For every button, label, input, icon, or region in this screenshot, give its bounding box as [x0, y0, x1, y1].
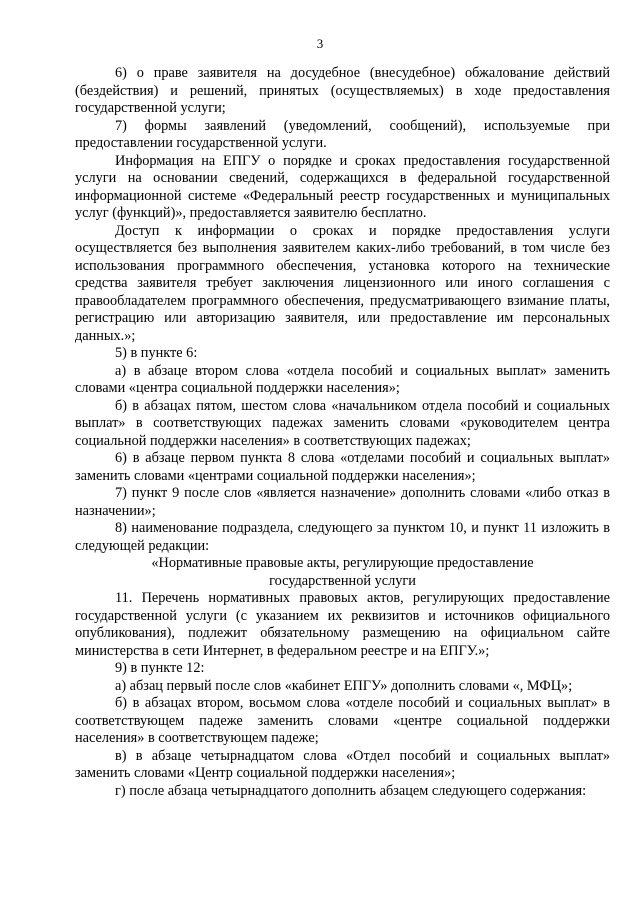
paragraph-item-9b: б) в абзацах втором, восьмом слова «отделе пособий и социальных выплат» в соответствующем падеже заменить словами «центре социальной поддержки населения» в соответствующем падеже; [75, 695, 610, 746]
paragraph-item-9v: в) в абзаце четырнадцатом слова «Отдел пособий и социальных выплат» заменить словами «Центр социальной поддержки населения»; [75, 747, 610, 781]
page-number: 3 [316, 36, 324, 51]
paragraph-appeal-rights: 6) о праве заявителя на досудебное (внесудебное) обжалование действий (бездействия) и решений, принятых (осуществляемых) в ходе предоставления государственной услуги; [75, 65, 610, 116]
document-body [75, 65, 610, 800]
paragraph-item-6: 6) в абзаце первом пункта 8 слова «отделами пособий и социальных выплат» заменить словами «центрами социальной поддержки населения»; [75, 450, 610, 484]
paragraph-item-9a: а) абзац первый после слов «кабинет ЕПГУ» дополнить словами «, МФЦ»; [115, 677, 573, 694]
subheading-line-1: «Нормативные правовые акты, регулирующие предоставление [151, 555, 534, 571]
paragraph-item-9: 9) в пункте 12: [115, 660, 205, 676]
paragraph-application-forms: 7) формы заявлений (уведомлений, сообщений), используемые при предоставлении государственной услуги. [75, 117, 610, 151]
paragraph-item-5a: а) в абзаце втором слова «отдела пособий и социальных выплат» заменить словами «центра социальной поддержки населения»; [75, 362, 610, 396]
paragraph-access-info: Доступ к информации о сроках и порядке предоставления услуги осуществляется без выполнения заявителем каких-либо требований, в том числе без использования программного обеспечения, установка которого на технические средства заявителя требует заключения лицензионного или иного соглашения с правообладателем программного обеспечения, предусматривающего взимание платы, регистрацию или авторизацию заявителя, или предоставление им персональных данных.»; [75, 222, 610, 344]
paragraph-item-5: 5) в пункте 6: [115, 345, 198, 361]
paragraph-epgu-info: Информация на ЕПГУ о порядке и сроках предоставления государственной услуги на основании сведений, содержащихся в федеральной государственной информационной системе «Федеральный реестр государственных и муниципальных услуг (функций)», предоставляется заявителю бесплатно. [75, 152, 610, 221]
paragraph-item-9g: г) после абзаца четырнадцатого дополнить абзацем следующего содержания: [115, 782, 587, 799]
subheading-line-2: государственной услуги [269, 572, 416, 589]
paragraph-item-5b: б) в абзацах пятом, шестом слова «начальником отдела пособий и социальных выплат» в соответствующих падежах заменить словами «руководителем центра социальной поддержки населения» в соответствующих падежах; [75, 397, 610, 449]
paragraph-item-8: 8) наименование подраздела, следующего за пунктом 10, и пункт 11 изложить в следующей редакции: [75, 520, 610, 554]
paragraph-item-11: 11. Перечень нормативных правовых актов, регулирующих предоставление государственной услуги (с указанием их реквизитов и источников официального опубликования), подлежит обязательному размещению на официальном сайте министерства в сети Интернет, в федеральном реестре и на ЕПГУ.»; [75, 590, 610, 659]
paragraph-item-7: 7) пункт 9 после слов «является назначение» дополнить словами «либо отказ в назначении»; [75, 485, 610, 519]
